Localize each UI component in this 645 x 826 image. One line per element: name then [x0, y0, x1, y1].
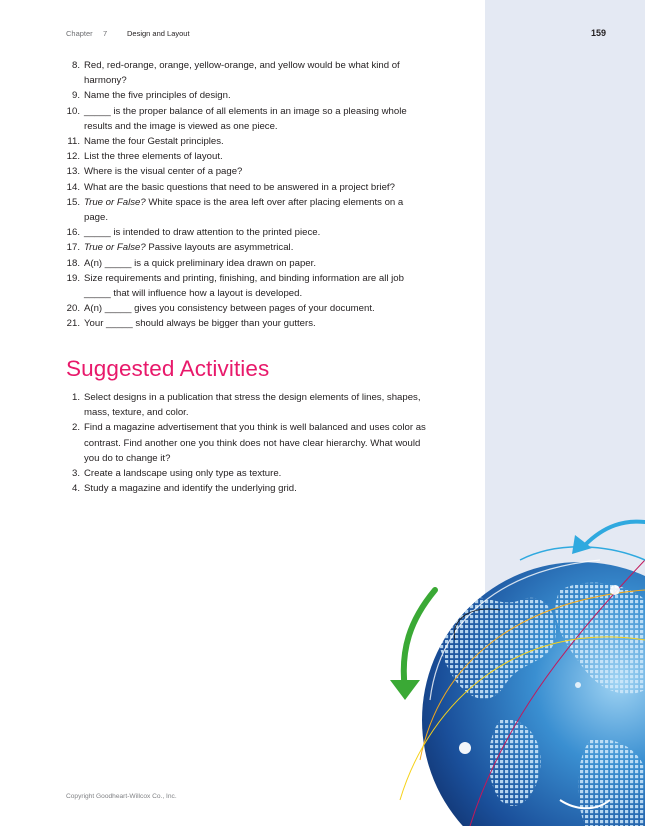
item-text: List the three elements of layout.	[84, 151, 223, 163]
true-false-label: True or False?	[84, 196, 146, 208]
item-text: Create a landscape using only type as texture.	[84, 468, 282, 480]
item-text: Where is the visual center of a page?	[84, 166, 243, 178]
item-number: 2.	[71, 422, 80, 434]
item-number: 15.	[66, 196, 80, 208]
item-text: Study a magazine and identify the underlying grid.	[84, 483, 297, 495]
copyright-footer: Copyright Goodheart-Willcox Co., Inc.	[66, 793, 177, 800]
item-text: What are the basic questions that need to be answered in a project brief?	[84, 181, 395, 193]
item-number: 4.	[71, 483, 80, 495]
item-number: 10.	[66, 105, 80, 117]
item-text: Passive layouts are asymmetrical.	[145, 242, 294, 254]
item-text: Red, red-orange, orange, yellow-orange, and yellow would be what kind of harmony?	[84, 60, 400, 87]
item-text: A(n) _____ is a quick preliminary idea drawn on paper.	[84, 257, 316, 269]
item-number: 13.	[66, 166, 80, 178]
item-number: 16.	[66, 227, 80, 239]
item-number: 20.	[66, 303, 80, 315]
item-number: 9.	[71, 90, 80, 102]
item-number: 14.	[66, 181, 80, 193]
item-text: White space is the area left over after placing elements on a page.	[84, 196, 404, 224]
item-number: 18.	[66, 257, 80, 269]
item-number: 11.	[67, 136, 80, 148]
page-number: 159	[590, 28, 606, 38]
item-text: _____ is the proper balance of all elements in an image so a pleasing whole results and the image is viewed as one piece.	[84, 105, 407, 132]
item-number: 17.	[66, 242, 80, 254]
item-text: Size requirements and printing, finishing, and binding information are all job _____ that will influence how a layout is developed.	[84, 272, 404, 300]
item-number: 21.	[66, 318, 80, 330]
item-text: A(n) _____ gives you consistency between pages of your document.	[84, 303, 375, 315]
chapter-label: Chapter	[66, 29, 93, 38]
item-text: Select designs in a publication that stress the design elements of lines, shapes, mass, texture, and color.	[84, 392, 421, 419]
item-number: 12.	[66, 151, 80, 163]
item-number: 8.	[71, 60, 80, 71]
item-text: Name the five principles of design.	[84, 90, 231, 102]
true-false-label: True or False?	[84, 242, 146, 254]
item-number: 1.	[71, 392, 80, 403]
item-text: Find a magazine advertisement that you think is well balanced and uses color as contrast. Find another one you think does not have clear hierarchy. What would you do to change it?	[84, 422, 426, 464]
item-text: Name the four Gestalt principles.	[84, 136, 224, 148]
section-heading: Suggested Activities	[66, 356, 270, 381]
item-number: 3.	[71, 468, 80, 480]
chapter-number: 7	[103, 29, 108, 38]
item-text: Your _____ should always be bigger than your gutters.	[84, 318, 316, 330]
chapter-title: Design and Layout	[127, 29, 190, 38]
item-text: _____ is intended to draw attention to the printed piece.	[84, 227, 321, 239]
item-number: 19.	[66, 272, 80, 284]
